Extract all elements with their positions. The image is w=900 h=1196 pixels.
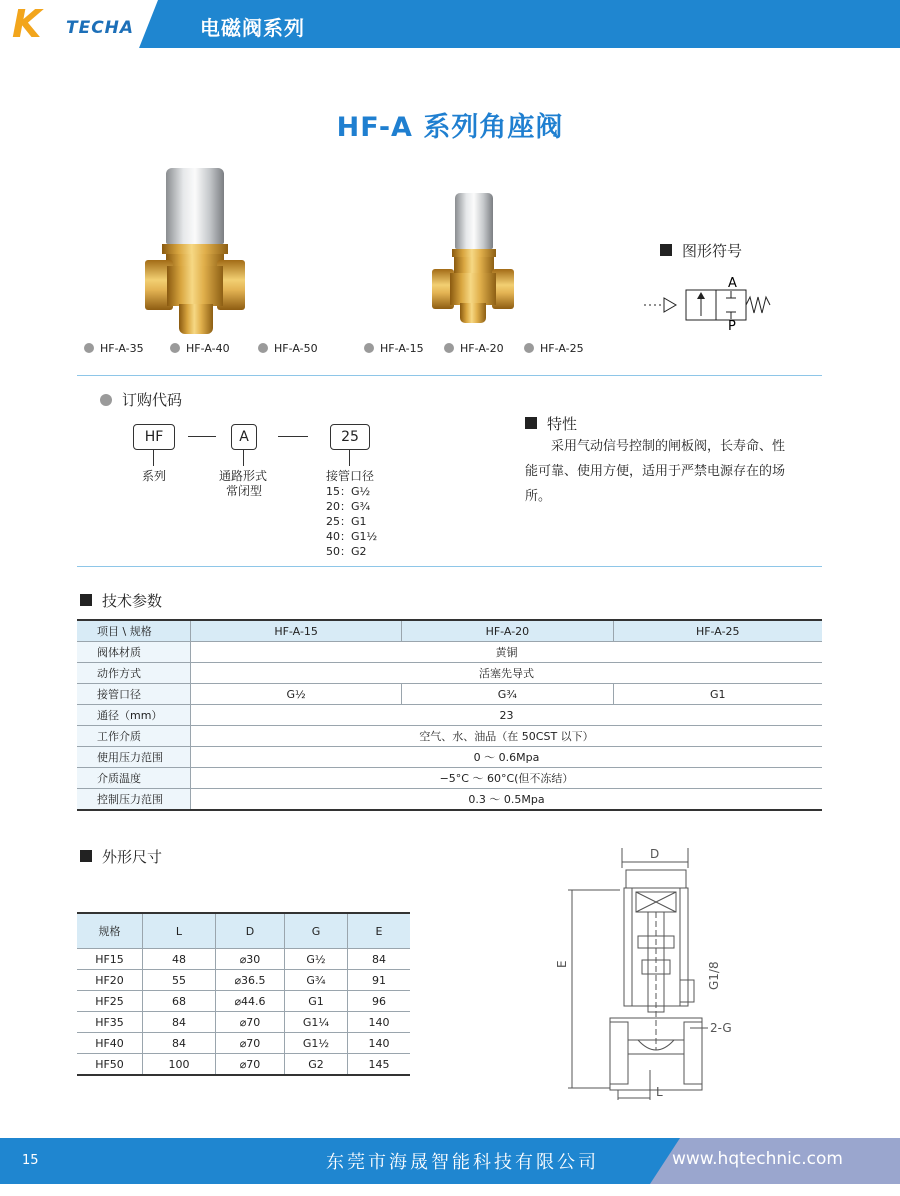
features-line: 采用气动信号控制的闸板阀，长寿命、性 bbox=[551, 439, 786, 454]
table-row: HF35 84 ⌀70 G1¼ 140 bbox=[77, 1012, 410, 1033]
code-box-size: 25 bbox=[330, 424, 370, 450]
drawing-label-l: L bbox=[656, 1085, 663, 1099]
company-name: 东莞市海晟智能科技有限公司 bbox=[326, 1152, 599, 1173]
table-corner: 项目 \ 规格 bbox=[77, 620, 191, 642]
list-item: HF-A-35 bbox=[84, 342, 144, 355]
series-label: 系列 bbox=[142, 469, 167, 483]
features-heading: 特性 bbox=[525, 413, 577, 434]
small-valve-image bbox=[432, 193, 514, 325]
section-divider bbox=[77, 375, 822, 376]
size-option: 20：G¾ bbox=[326, 500, 371, 513]
dimension-drawing bbox=[540, 840, 760, 1100]
table-row: 使用压力范围 0 ～ 0.6Mpa bbox=[77, 747, 822, 768]
drawing-label-g18: G1/8 bbox=[707, 961, 721, 990]
logo-text: TECHA bbox=[66, 18, 135, 38]
type-label-1: 通路形式 bbox=[219, 469, 268, 483]
drawing-label-g: 2-G bbox=[710, 1021, 732, 1035]
drawing-label-e: E bbox=[555, 960, 569, 968]
large-valve-image bbox=[145, 168, 245, 338]
table-row: 控制压力范围 0.3 ～ 0.5Mpa bbox=[77, 789, 822, 811]
port-p-label: P bbox=[728, 319, 736, 334]
table-row: HF15 48 ⌀30 G½ 84 bbox=[77, 949, 410, 970]
table-row: HF40 84 ⌀70 G1½ 140 bbox=[77, 1033, 410, 1054]
logo-mark-icon: K bbox=[12, 2, 42, 46]
page-number: 15 bbox=[22, 1153, 39, 1168]
size-option: 40：G1½ bbox=[326, 530, 378, 543]
tech-params-heading: 技术参数 bbox=[80, 590, 162, 611]
table-header-cell: HF-A-25 bbox=[613, 620, 822, 642]
list-item: HF-A-15 bbox=[364, 342, 424, 355]
table-header-cell: HF-A-15 bbox=[191, 620, 402, 642]
tech-params-table bbox=[77, 619, 822, 811]
list-item: HF-A-50 bbox=[258, 342, 318, 355]
table-header-cell: HF-A-20 bbox=[402, 620, 613, 642]
table-row: 阀体材质 黄铜 bbox=[77, 642, 822, 663]
table-row: 工作介质 空气、水、油品（在 50CST 以下） bbox=[77, 726, 822, 747]
size-option: 25：G1 bbox=[326, 515, 367, 528]
code-box-series: HF bbox=[133, 424, 175, 450]
code-leader bbox=[349, 450, 350, 466]
port-a-label: A bbox=[728, 276, 737, 291]
size-option: 15：G½ bbox=[326, 485, 371, 498]
order-code-heading: 订购代码 bbox=[100, 389, 182, 410]
header-title: 电磁阀系列 bbox=[200, 16, 305, 40]
list-item: HF-A-25 bbox=[524, 342, 584, 355]
size-label: 接管口径 bbox=[326, 469, 375, 483]
size-option: 50：G2 bbox=[326, 545, 367, 558]
website-link[interactable]: www.hqtechnic.com bbox=[672, 1149, 843, 1169]
code-box-type: A bbox=[231, 424, 257, 450]
features-text bbox=[525, 434, 815, 509]
symbol-heading: 图形符号 bbox=[660, 240, 742, 261]
features-line: 能可靠、使用方便，适用于严禁电源存在的场 bbox=[525, 464, 786, 479]
table-row: HF20 55 ⌀36.5 G¾ 91 bbox=[77, 970, 410, 991]
table-row: HF50 100 ⌀70 G2 145 bbox=[77, 1054, 410, 1076]
type-label-2: 常闭型 bbox=[226, 484, 263, 498]
table-row: HF25 68 ⌀44.6 G1 96 bbox=[77, 991, 410, 1012]
table-row: 接管口径 G½ G¾ G1 bbox=[77, 684, 822, 705]
table-row: 动作方式 活塞先导式 bbox=[77, 663, 822, 684]
table-row bbox=[77, 620, 822, 642]
valve-symbol-icon bbox=[640, 272, 780, 334]
section-divider bbox=[77, 566, 822, 567]
code-connector bbox=[188, 436, 216, 437]
dimensions-table bbox=[77, 912, 410, 1076]
page-title: HF-A 系列角座阀 bbox=[336, 112, 564, 143]
code-leader bbox=[153, 450, 154, 466]
table-row: 规格 L D G E bbox=[77, 913, 410, 949]
code-leader bbox=[243, 450, 244, 466]
dimensions-heading: 外形尺寸 bbox=[80, 846, 162, 867]
code-connector bbox=[278, 436, 308, 437]
list-item: HF-A-40 bbox=[170, 342, 230, 355]
table-row: 通径（mm） 23 bbox=[77, 705, 822, 726]
list-item: HF-A-20 bbox=[444, 342, 504, 355]
drawing-label-d: D bbox=[650, 847, 660, 861]
table-row: 介质温度 −5°C ～ 60°C(但不冻结） bbox=[77, 768, 822, 789]
features-line: 所。 bbox=[525, 489, 552, 504]
